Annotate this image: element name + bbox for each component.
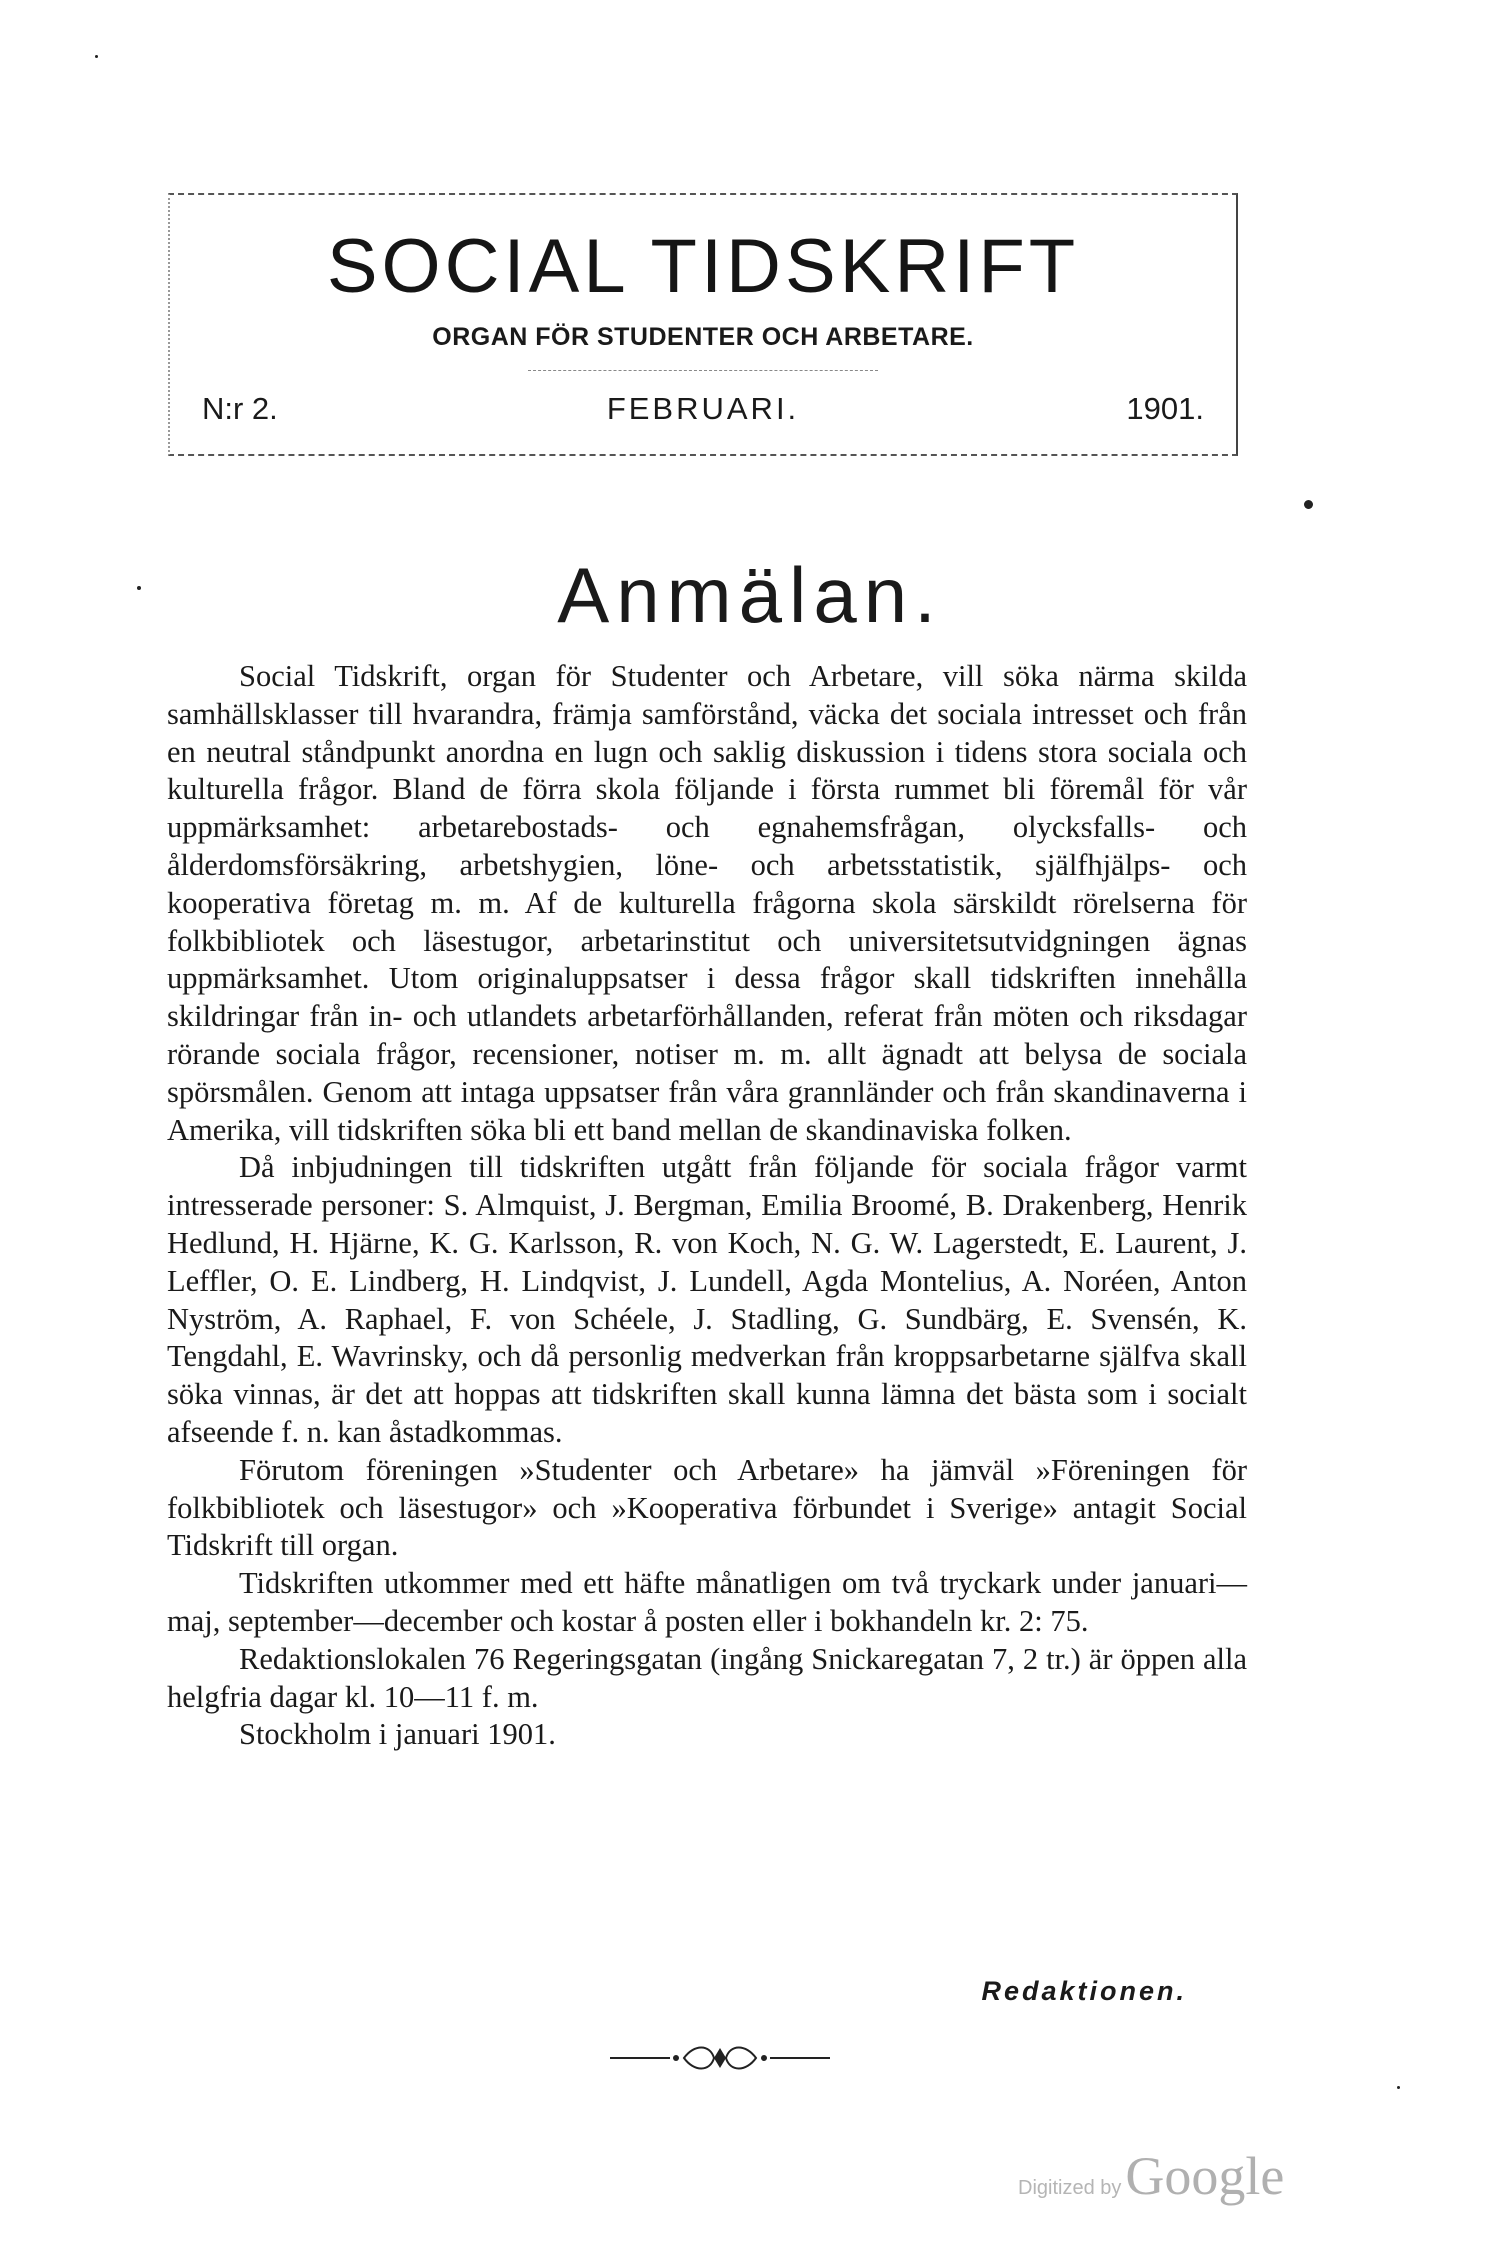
issue-number: N:r 2. — [202, 391, 278, 426]
paragraph: Tidskriften utkommer med ett häfte månatligen om två tryckark under januari—maj, september—december och kostar å posten eller i bokhandeln kr. 2: 75. — [167, 1566, 1247, 1638]
masthead — [168, 193, 1238, 456]
paragraph: Förutom föreningen »Studenter och Arbetare» ha jämväl »Föreningen för folkbibliotek och läsestugor» och »Kooperativa förbundet i Sverige» antagit Social Tidskrift till organ. — [167, 1452, 1247, 1563]
paragraph: Då inbjudningen till tidskriften utgått från följande för sociala frågor varmt intresserade personer: S. Almquist, J. Bergman, Emilia Broomé, B. Drakenberg, Henrik Hedlund, H. Hjärne, K. G. Karlsson, R. von Koch, N. G. W. Lagerstedt, E. Laurent, J. Leffler, O. E. Lindberg, H. Lindqvist, J. Lundell, Agda Montelius, A. Noréen, Anton Nyström, A. Raphael, F. von Schéele, J. Stadling, G. Sundbärg, E. Svensén, K. Tengdahl, E. Wavrinsky, och då personlig medverkan från kroppsarbetarne själfva skall söka vinnas, är det att hoppas att tidskriften skall kunna lämna det bästa som i socialt afseende f. n. kan åstadkommas. — [167, 1150, 1247, 1449]
google-logo: Google — [1125, 2146, 1285, 2206]
digitized-label: Digitized by — [1018, 2177, 1122, 2199]
ink-speck — [95, 55, 98, 58]
issue-year: 1901. — [1126, 391, 1204, 426]
ink-speck — [1304, 500, 1313, 509]
paragraph: Stockholm i januari 1901. — [239, 1717, 556, 1752]
article-heading: Anmälan. — [557, 551, 943, 639]
ink-speck — [1397, 2086, 1400, 2089]
digitized-watermark — [1018, 2145, 1284, 2205]
ink-speck — [137, 586, 141, 590]
signature: Redaktionen. — [981, 1976, 1187, 2006]
masthead-divider — [528, 370, 878, 371]
fleuron-ornament — [610, 2040, 830, 2081]
issue-line — [170, 391, 1236, 431]
paragraph: Redaktionslokalen 76 Regeringsgatan (ingång Snickaregatan 7, 2 tr.) är öppen alla helgfria dagar kl. 10—11 f. m. — [167, 1641, 1247, 1714]
masthead-subtitle: ORGAN FÖR STUDENTER OCH ARBETARE. — [432, 323, 974, 351]
article-body — [167, 658, 1247, 1754]
issue-month: FEBRUARI. — [606, 391, 800, 426]
masthead-title: SOCIAL TIDSKRIFT — [326, 224, 1080, 309]
paragraph: Social Tidskrift, organ för Studenter och Arbetare, vill söka närma skilda samhällsklasser till hvarandra, främja samförstånd, väcka det sociala intresset och från en neutral ståndpunkt anordna en lugn och saklig diskussion i tidens stora sociala och kulturella frågor. Bland de förra skola följande i första rummet bli föremål för vår uppmärksamhet: arbetarebostads- och egnahemsfrågan, olycksfalls- och ålderdomsförsäkring, arbetshygien, löne- och arbetsstatistik, själfhjälps- och kooperativa företag m. m. Af de kulturella frågorna skola särskildt rörelserna för folkbibliotek och läsestugor, arbetarinstitut och universitetsutvidgningen ägnas uppmärksamhet. Utom originaluppsatser i dessa frågor skall tidskriften innehålla skildringar från in- och utlandets arbetarförhållanden, referat från möten och riksdagar rörande sociala frågor, recensioner, notiser m. m. allt ägnadt att belysa de sociala spörsmålen. Genom att intaga uppsatser från våra grannländer och från skandinaverna i Amerika, vill tidskriften söka bli ett band mellan de skandinaviska folken. — [167, 659, 1247, 1147]
